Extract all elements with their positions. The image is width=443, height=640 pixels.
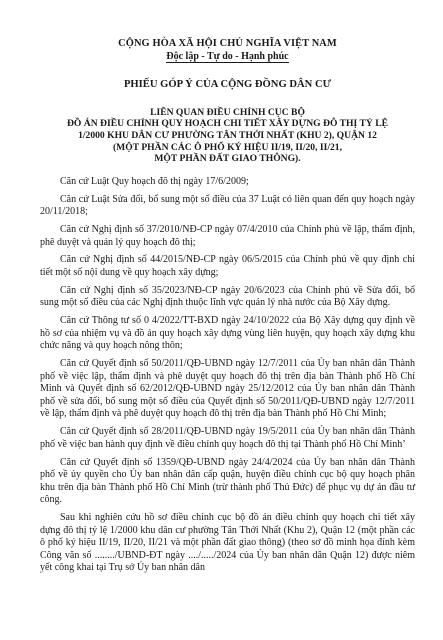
national-motto: Độc lập - Tự do - Hạnh phúc — [166, 50, 289, 62]
paragraph-legal-basis: Căn cứ Nghị định số 37/2010/NĐ-CP ngày 07/4/2010 của Chính phủ về lập, thẩm định, phê duyệt và quản lý quy hoạch đô thị; — [40, 223, 415, 248]
national-title: CỘNG HÒA XÃ HỘI CHỦ NGHĨA VIỆT NAM — [118, 38, 337, 49]
subject-line: LIÊN QUAN ĐIỀU CHỈNH CỤC BỘ — [150, 106, 305, 118]
document-header — [40, 38, 415, 63]
document-subject — [40, 107, 415, 165]
paragraph-legal-basis: Căn cứ Thông tư số 0 4/2022/TT-BXD ngày 24/10/2022 của Bộ Xây dựng quy định về hồ sơ của nhiệm vụ và đồ án quy hoạch xây dựng vùng liên huyện, quy hoạch xây dựng khu chức năng và quy hoạch nông thôn; — [40, 315, 415, 352]
subject-line: 1/2000 KHU DÂN CƯ PHƯỜNG TÂN THỚI NHẤT (KHU 2), QUẬN 12 — [78, 129, 377, 141]
paragraph-legal-basis: Căn cứ Quyết định số 50/2011/QĐ-UBND ngày 12/7/2011 của Ủy ban nhân dân Thành phố về việc lập, thẩm định và phê duyệt quy hoạch đô thị trên địa bàn Thành phố Hồ Chí Minh và Quyết định số 62/2012/QĐ-UBND ngày 25/12/2012 của Ủy ban nhân dân Thành phố về sửa đổi, bổ sung một số điều của Quyết định số 50/2011/QĐ-UBND ngày 12/7/2011 về lập, thẩm định và phê duyệt quy hoạch đô thị trên địa bàn Thành phố Hồ Chí Minh; — [40, 358, 415, 420]
paragraph-legal-basis: Căn cứ Luật Sửa đổi, bổ sung một số điều của 37 Luật có liên quan đến quy hoạch ngày 20/11/2018; — [40, 193, 415, 218]
subject-line: ĐỒ ÁN ĐIỀU CHỈNH QUY HOẠCH CHI TIẾT XÂY DỰNG ĐÔ THỊ TỶ LỆ — [67, 118, 388, 130]
paragraph-legal-basis: Căn cứ Quyết định số 1359/QĐ-UBND ngày 24/4/2024 của Ủy ban nhân dân Thành phố về ủy quyền cho Ủy ban nhân dân cấp quận, huyện điều chỉnh cục bộ quy hoạch phân khu trên địa bàn Thành phố Hồ Chí Minh (trừ thành phố Thủ Đức) để phục vụ dự án đầu tư công. — [40, 456, 415, 506]
paragraph-legal-basis: Căn cứ Nghị định số 35/2023/NĐ-CP ngày 20/6/2023 của Chính phủ về Sửa đổi, bổ sung một số điều của các Nghị định thuộc lĩnh vực quản lý nhà nước của Bộ Xây dựng. — [40, 284, 415, 309]
document-body — [40, 176, 415, 575]
paragraph-legal-basis: Căn cứ Quyết định số 28/2011/QĐ-UBND ngày 19/5/2011 của Ủy ban nhân dân Thành phố về việc ban hành quy định về điều chỉnh quy hoạch đô thị tại Thành phố Hồ Chí Minh’ — [40, 426, 415, 450]
subject-line: (MỘT PHẦN CÁC Ô PHỐ KÝ HIỆU II/19, II/20, II/21, — [112, 141, 343, 153]
paragraph-review-statement: Sau khi nghiên cứu hồ sơ điều chỉnh cục bộ đồ án điều chỉnh quy hoạch chi tiết xây dựng đô thị tỷ lệ 1/2000 khu dân cư phường Tân Thới Nhất (Khu 2), Quận 12 (một phần các ô phố ký hiệu II/19, II/20, II/21 và một phần đất giao thông) (theo sơ đồ minh họa đính kèm Công văn số ......../UBND-ĐT ngày ..../...../2024 của Ủy ban nhân dân Quận 12) được niêm yết công khai tại Trụ sở Ủy ban nhân dân — [40, 512, 415, 574]
subject-line: MỘT PHẦN ĐẤT GIAO THÔNG). — [154, 153, 301, 165]
paragraph-legal-basis: Căn cứ Nghị định số 44/2015/NĐ-CP ngày 06/5/2015 của Chính phủ về quy định chi tiết một số nội dung về quy hoạch xây dựng; — [40, 254, 415, 278]
document-title: PHIẾU GÓP Ý CỦA CỘNG ĐỒNG DÂN CƯ — [123, 79, 332, 91]
paragraph-legal-basis: Căn cứ Luật Quy hoạch đô thị ngày 17/6/2009; — [60, 175, 249, 187]
